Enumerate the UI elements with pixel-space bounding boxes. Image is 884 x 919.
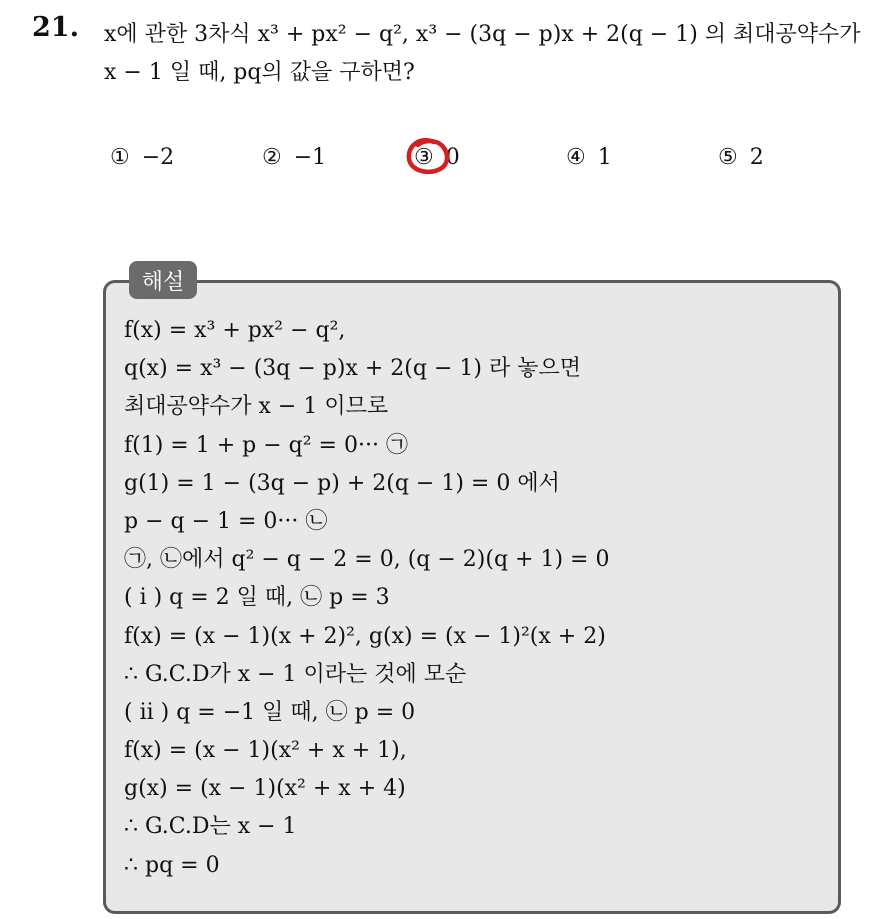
solution-line: f(x) = x³ + px² − q², <box>124 318 346 343</box>
solution-line: ∴ pq = 0 <box>124 852 220 878</box>
answer-mark-circle-icon <box>404 137 452 177</box>
solution-line: f(x) = (x − 1)(x² + x + 1), <box>124 738 407 764</box>
choice-number: ④ <box>566 145 586 170</box>
choice-2[interactable] <box>262 145 326 170</box>
solution-label: 해설 <box>129 261 197 299</box>
choice-value: 1 <box>597 145 612 170</box>
choice-4[interactable] <box>566 145 612 170</box>
solution-line: g(x) = (x − 1)(x² + x + 4) <box>124 776 406 802</box>
solution-line: ∴ G.C.D는 x − 1 <box>124 814 297 840</box>
solution-line: ( ii ) q = −1 일 때, ㉡ p = 0 <box>124 699 416 725</box>
solution-line: p − q − 1 = 0··· ㉡ <box>124 508 328 534</box>
question-number: 21. <box>32 12 79 43</box>
solution-line: f(1) = 1 + p − q² = 0··· ㉠ <box>124 432 408 458</box>
solution-line: q(x) = x³ − (3q − p)x + 2(q − 1) 라 놓으면 <box>124 356 581 382</box>
solution-lines <box>124 312 609 885</box>
choice-number: ③ <box>414 145 434 170</box>
choice-1[interactable] <box>110 145 174 170</box>
solution-line: g(1) = 1 − (3q − p) + 2(q − 1) = 0 에서 <box>124 470 560 496</box>
choice-value: −2 <box>141 145 175 170</box>
solution-line: ㉠, ㉡에서 q² − q − 2 = 0, (q − 2)(q + 1) = 0 <box>124 547 610 573</box>
solution-line: ( i ) q = 2 일 때, ㉡ p = 3 <box>124 585 390 611</box>
choice-number: ① <box>110 145 130 170</box>
solution-line: 최대공약수가 x − 1 이므로 <box>124 394 389 420</box>
choice-value: −1 <box>293 145 327 170</box>
solution-line: ∴ G.C.D가 x − 1 이라는 것에 모순 <box>124 661 467 687</box>
choice-number: ② <box>262 145 282 170</box>
choice-number: ⑤ <box>718 145 738 170</box>
choice-value: 0 <box>445 145 460 170</box>
question-text-line-2: x − 1 일 때, pq의 값을 구하면? <box>104 60 415 85</box>
choice-5[interactable] <box>718 145 764 170</box>
solution-line: f(x) = (x − 1)(x + 2)², g(x) = (x − 1)²(x + 2) <box>124 623 606 649</box>
question-text-line-1: x에 관한 3차식 x³ + px² − q², x³ − (3q − p)x + 2(q − 1) 의 최대공약수가 <box>104 22 861 47</box>
choice-value: 2 <box>749 145 764 170</box>
